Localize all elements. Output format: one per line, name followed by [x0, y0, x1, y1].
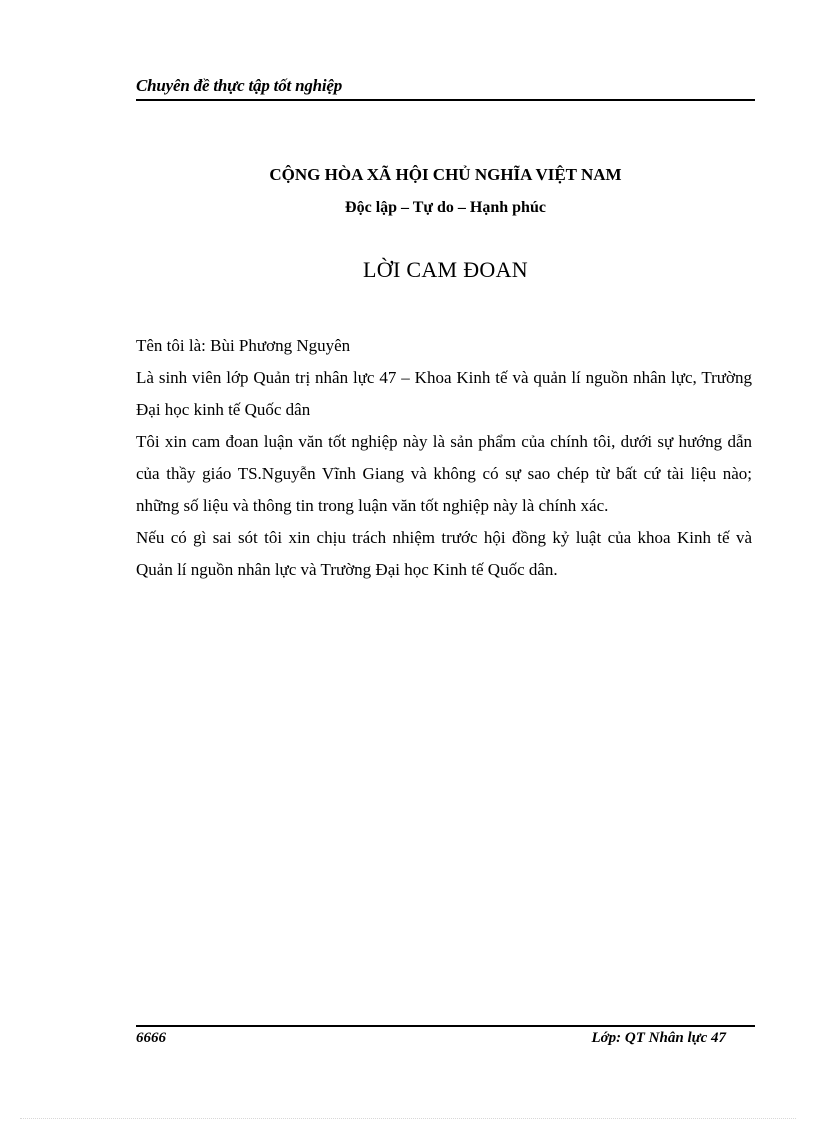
- header-rule: [136, 99, 755, 101]
- header-title: Chuyên đề thực tập tốt nghiệp: [136, 76, 343, 95]
- nation-heading: CỘNG HÒA XÃ HỘI CHỦ NGHĨA VIỆT NAM: [269, 165, 622, 184]
- document-title: LỜI CAM ĐOAN: [363, 257, 528, 282]
- motto-heading: Độc lập – Tự do – Hạnh phúc: [345, 199, 546, 216]
- footer-page-number: 6666: [136, 1030, 166, 1046]
- paragraph-declaration: Tôi xin cam đoan luận văn tốt nghiệp này là sản phẩm của chính tôi, dưới sự hướng dẫn của thầy giáo TS.Nguyễn Vĩnh Giang và không có sự sao chép từ bất cứ tài liệu nào; những số liệu và thông tin trong luận văn tốt nghiệp này là chính xác.: [136, 432, 752, 515]
- paragraph-name: Tên tôi là: Bùi Phương Nguyên: [136, 336, 351, 355]
- footer-rule: [136, 1025, 755, 1027]
- page-edge-divider: [20, 1118, 796, 1119]
- paragraph-responsibility: Nếu có gì sai sót tôi xin chịu trách nhiệm trước hội đồng kỷ luật của khoa Kinh tế và Quản lí nguồn nhân lực và Trường Đại học Kinh tế Quốc dân.: [136, 528, 752, 579]
- footer-class: Lớp: QT Nhân lực 47: [591, 1030, 726, 1046]
- body-text: [136, 330, 752, 586]
- paragraph-student: Là sinh viên lớp Quản trị nhân lực 47 – Khoa Kinh tế và quản lí nguồn nhân lực, Trường Đại học kinh tế Quốc dân: [136, 368, 752, 419]
